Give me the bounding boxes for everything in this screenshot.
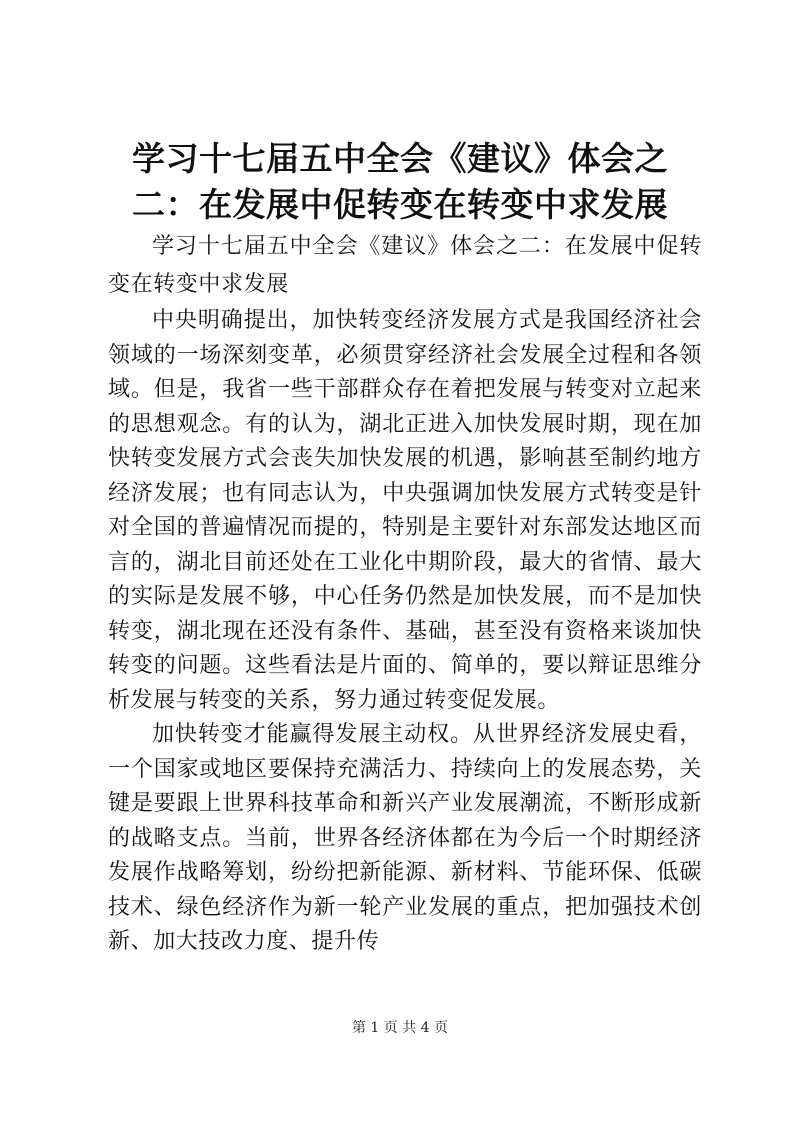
page-indicator: 第 1 页 共 4 页 — [351, 1020, 449, 1036]
document-title: 学习十七届五中全会《建议》体会之二：在发展中促转变在转变中求发展 — [132, 139, 668, 224]
paragraph: 加快转变才能赢得发展主动权。从世界经济发展史看，一个国家或地区要保持充满活力、持续向上的发展态势，关键是要跟上世界科技革命和新兴产业发展潮流，不断形成新的战略支点。当前，世界各经济体都在为今后一个时期经济发展作战略筹划，纷纷把新能源、新材料、节能环保、低碳技术、绿色经济作为新一轮产业发展的重点，把加强技术创新、加大技改力度、提升传 — [108, 722, 702, 954]
document-body — [108, 228, 702, 960]
paragraph-subtitle: 学习十七届五中全会《建议》体会之二：在发展中促转变在转变中求发展 — [108, 234, 702, 297]
paragraph: 中央明确提出，加快转变经济发展方式是我国经济社会领域的一场深刻变革，必须贯穿经济社会发展全过程和各领域。但是，我省一些干部群众存在着把发展与转变对立起来的思想观念。有的认为，湖北正进入加快发展时期，现在加快转变发展方式会丧失加快发展的机遇，影响甚至制约地方经济发展；也有同志认为，中央强调加快发展方式转变是针对全国的普遍情况而提的，特别是主要针对东部发达地区而言的，湖北目前还处在工业化中期阶段，最大的省情、最大的实际是发展不够，中心任务仍然是加快发展，而不是加快转变，湖北现在还没有条件、基础，甚至没有资格来谈加快转变的问题。这些看法是片面的、简单的，要以辩证思维分析发展与转变的关系，努力通过转变促发展。 — [108, 308, 702, 713]
